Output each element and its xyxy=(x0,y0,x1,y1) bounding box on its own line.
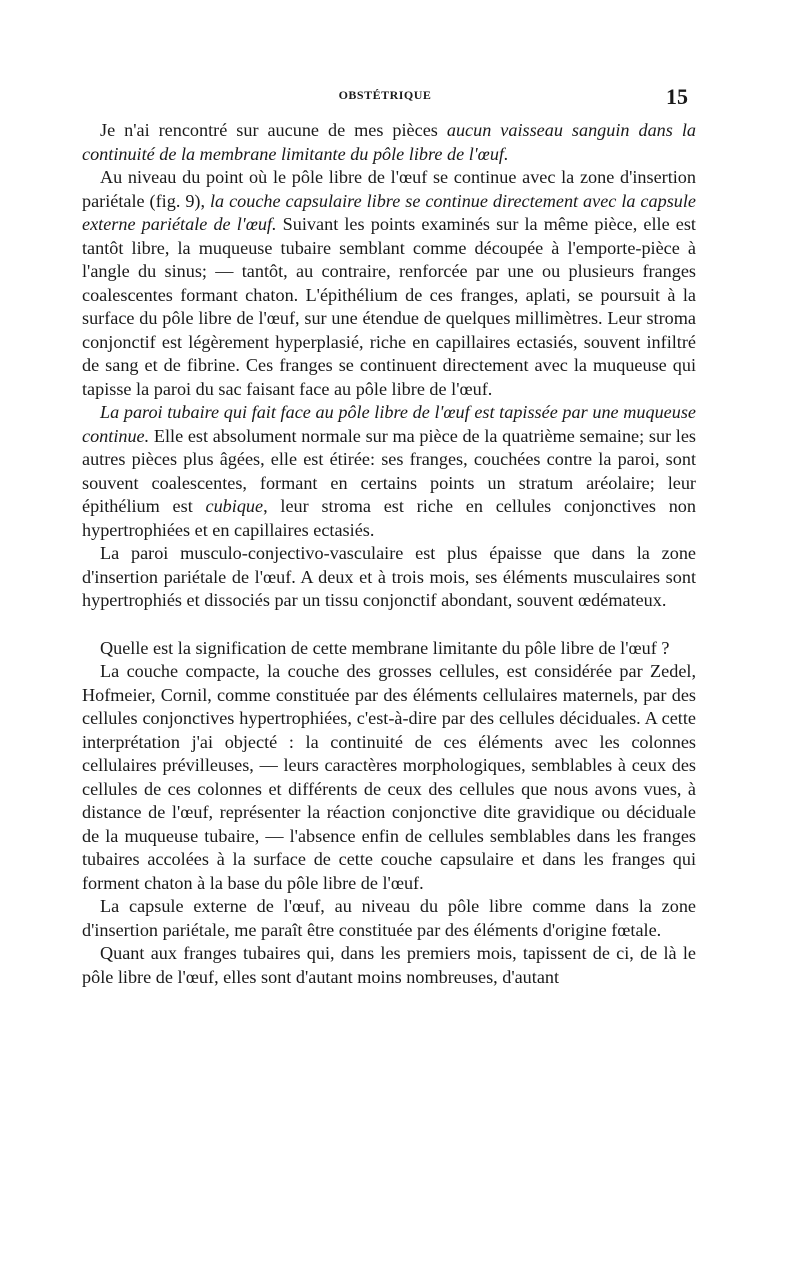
italic-segment: cubique xyxy=(205,496,264,516)
paragraph xyxy=(82,166,696,401)
paragraph xyxy=(82,660,696,895)
paragraph xyxy=(82,942,696,989)
paragraph xyxy=(82,119,696,166)
running-title: OBSTÉTRIQUE xyxy=(338,88,432,102)
page-number: 15 xyxy=(666,84,688,109)
text-segment: Elle est absolument normale sur ma pièce de la quatrième semaine; sur les autres pièces plus âgées, elle est étirée: ses franges, couchées contre la paroi, sont souvent coalescentes, formant en certains points un stratum aréolaire; leur épithélium est xyxy=(82,425,696,516)
paragraph xyxy=(82,895,696,942)
body-text xyxy=(82,119,696,989)
text-segment: Quelle est la signification de cette membrane limitante du pôle libre de l'œuf ? xyxy=(100,637,670,658)
paragraph xyxy=(82,401,696,542)
italic-segment: La paroi tubaire qui fait face au pôle libre de l'œuf est tapissée par une muqueuse continue. xyxy=(82,402,696,446)
text-segment: La paroi musculo-conjectivo-vasculaire est plus épaisse que dans la zone d'insertion pariétale de l'œuf. A deux et à trois mois, ses éléments musculaires sont hypertrophiés et dissociés par un tissu conjonctif abondant, souvent œdémateux. xyxy=(82,543,696,610)
text-segment: La couche compacte, la couche des grosses cellules, est considérée par Zedel, Hofmeier, Cornil, comme constituée par des éléments cellulaires maternels, par des cellules conjonctives hypertrophiées, c'est-à-dire par des cellules déciduales. A cette interprétation j'ai objecté : la continuité de ces éléments avec les colonnes cellulaires prévilleuses, — leurs caractères morphologiques, semblables à ceux des cellules de ces colonnes et différents de ceux des cellules que nous avons vues, à distance de l'œuf, représenter la réaction conjonctive dite gravidique ou déciduale de la muqueuse tubaire, — l'absence enfin de cellules semblables dans les franges tubaires accolées à la surface de cette couche capsulaire et dans les franges qui forment chaton à la base du pôle libre de l'œuf. xyxy=(82,661,696,893)
text-segment: Suivant les points examinés sur la même pièce, elle est tantôt libre, la muqueuse tubaire semblant comme découpée à l'emporte-pièce à l'angle du sinus; — tantôt, au contraire, renforcée par une ou plusieurs franges coalescentes formant chaton. L'épithélium de ces franges, aplati, se poursuit à la surface du pôle libre de l'œuf, sur une étendue de quelques millimètres. Leur stroma conjonctif est légèrement hyperplasié, riche en capillaires ectasiés, souvent infiltré de sang et de fibrine. Ces franges se continuent directement avec la muqueuse qui tapisse la paroi du sac faisant face au pôle libre de l'œuf. xyxy=(82,214,696,399)
italic-segment: aucun vaisseau sanguin dans la continuité de la membrane limitante du pôle libre de l'œuf. xyxy=(82,120,696,164)
text-segment: Au niveau du point où le pôle libre de l'œuf se continue avec la zone d'insertion pariétale (fig. 9), xyxy=(82,167,696,211)
text-segment: La capsule externe de l'œuf, au niveau du pôle libre comme dans la zone d'insertion pariétale, me paraît être constituée par des éléments d'origine fœtale. xyxy=(82,896,696,940)
paragraph xyxy=(82,542,696,613)
text-segment: Je n'ai rencontré sur aucune de mes pièces xyxy=(100,120,447,140)
paragraph xyxy=(82,637,696,661)
page-header xyxy=(0,86,800,110)
italic-segment: la couche capsulaire libre se continue directement avec la capsule externe pariétale de l'œuf. xyxy=(82,190,696,234)
text-segment: , leur stroma est riche en cellules conjonctives non hypertrophiées et en capillaires ectasiés. xyxy=(82,496,696,540)
text-segment: Quant aux franges tubaires qui, dans les premiers mois, tapissent de ci, de là le pôle libre de l'œuf, elles sont d'autant moins nombreuses, d'autant xyxy=(82,943,696,987)
